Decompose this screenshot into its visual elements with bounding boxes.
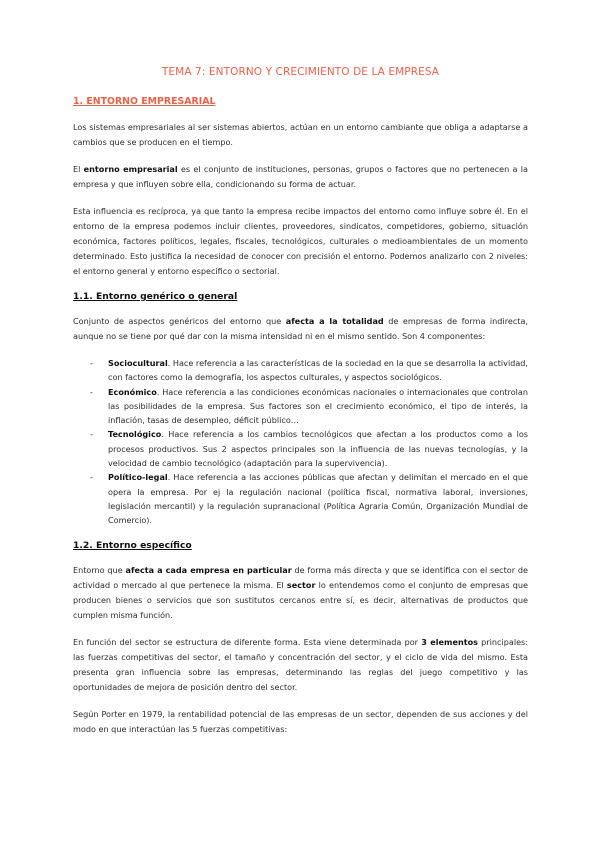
section-1-1-heading: 1.1. Entorno genérico o general [73, 291, 238, 302]
text-span: En función del sector se estructura de diferente forma. Esta viene determinada por [73, 636, 422, 647]
document-content [73, 66, 528, 749]
list-item-text: . Hace referencia a los cambios tecnológicos que afectan a los productos como a los procesos productivos. Sus 2 aspectos principales son la influencia de las nuevas tecnologías, y la velocidad de cambio tecnológico (adaptación para la supervivencia). [108, 429, 528, 469]
dash-bullet: - [90, 429, 93, 440]
text-span: de forma más directa y que se identifica con el sector de actividad o mercado al que pertenece la misma. El [73, 564, 528, 590]
dash-bullet: - [90, 358, 93, 368]
list-item-text: . Hace referencia a las acciones públicas que afectan y delimitan el mercado en el que opera la empresa. Por ej la regulación nacional (política fiscal, normativa laboral, inversiones, legislación mercantil) y la regulación supranacional (Política Agraria Común, Organización Mundial de Comercio). [108, 472, 528, 526]
section-1-2-paragraph-3: Según Porter en 1979, la rentabilidad potencial de las empresas de un sector, dependen de sus acciones y del modo en que interactúan las 5 fuerzas competitivas: [73, 708, 528, 734]
list-item-text: . Hace referencia a las condiciones económicas nacionales o internacionales que controlan las posibilidades de la empresa. Sus factores son el crecimiento económico, el tipo de interés, la inflación, tasas de desempleo, déficit público… [108, 386, 528, 426]
dash-bullet: - [90, 472, 93, 483]
section-1-paragraph-3: Esta influencia es recíproca, ya que tanto la empresa recibe impactos del entorno como influye sobre él. En el entorno de la empresa podemos incluir clientes, proveedores, sindicatos, competidores, gobierno, situación económica, factores políticos, legales, fiscales, tecnológicos, culturales o medioambientales de un momento determinado. Esto justifica la necesidad de conocer con precisión el entorno. Podemos analizarlo con 2 niveles: el entorno general y entorno específico o sectorial. [73, 206, 528, 276]
list-item [73, 427, 528, 470]
text-span: Conjunto de aspectos genéricos del entorno que [73, 316, 286, 326]
list-item-text: . Hace referencia a las características de la sociedad en la que se desarrolla la actividad, con factores como la demografía, los aspectos culturales, y aspectos sociológicos. [108, 358, 528, 383]
section-1-paragraph-2 [73, 162, 528, 192]
text-span: principales: las fuerzas competitivas del sector, el tamaño y concentración del sector, y el ciclo de vida del mismo. Esta presenta gran influencia sobre las empresas, determinando las reglas del juego competitivo y las oportunidades de mejora de posición dentro del sector. [73, 636, 528, 692]
bold-term: afecta a la totalidad [285, 316, 384, 326]
section-1-2-paragraph-1 [73, 563, 528, 623]
bold-term: entorno empresarial [83, 164, 178, 174]
list-item [73, 385, 528, 428]
section-1-heading: 1. ENTORNO EMPRESARIAL [73, 96, 216, 107]
section-1-2-heading: 1.2. Entorno específico [73, 539, 192, 551]
list-item-term: Económico [108, 386, 157, 397]
text-span: El [73, 164, 84, 174]
bold-term: afecta a cada empresa en particular [125, 564, 292, 575]
list-item [73, 470, 528, 527]
section-1-paragraph-1: Los sistemas empresariales al ser sistemas abiertos, actúan en un entorno cambiante que obliga a adaptarse a cambios que se producen en el tiempo. [73, 122, 528, 147]
list-item-term: Tecnológico [108, 429, 162, 440]
text-span: lo entendemos como el conjunto de empresas que producen bienes o servicios que son sustitutos cercanos entre sí, es decir, alternativas de productos que cumplen misma función. [73, 579, 528, 620]
components-list [73, 356, 528, 528]
list-item [73, 356, 528, 385]
section-1-2-paragraph-2 [73, 635, 528, 695]
text-span: Entorno que [73, 564, 126, 575]
section-1-1-paragraph-1 [73, 314, 528, 344]
list-item-term: Sociocultural [108, 358, 168, 368]
bold-term: 3 elementos [421, 636, 478, 647]
dash-bullet: - [90, 386, 93, 397]
document-title: TEMA 7: ENTORNO Y CRECIMIENTO DE LA EMPRESA [161, 66, 440, 78]
bold-term: sector [286, 579, 316, 590]
text-span: de empresas de forma indirecta, aunque no se tiene por qué dar con la misma intensidad ni en el mismo sentido. Son 4 componentes: [73, 316, 528, 341]
text-span: es el conjunto de instituciones, personas, grupos o factores que no pertenecen a la empresa y que influyen sobre ella, condicionando su forma de actuar. [73, 164, 529, 189]
list-item-term: Político-legal [108, 472, 168, 483]
